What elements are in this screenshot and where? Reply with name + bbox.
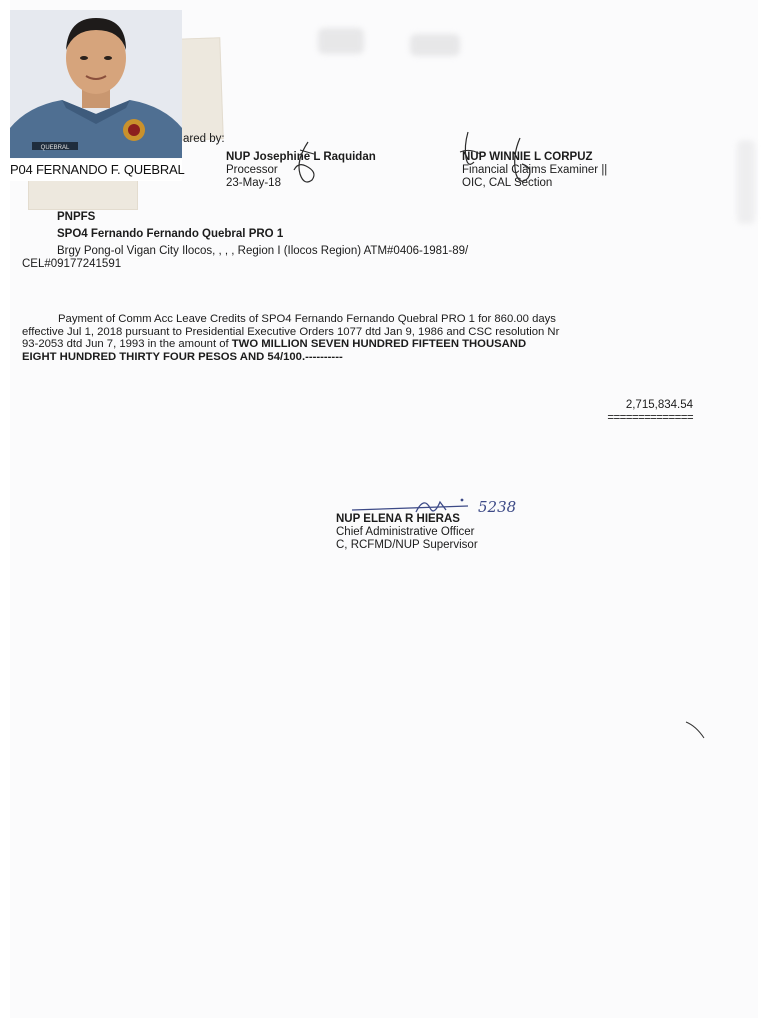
amount-value: 2,715,834.54 <box>625 399 693 411</box>
payee-cel: CEL#09177241591 <box>22 258 122 270</box>
examiner-section: OIC, CAL Section <box>462 177 553 189</box>
examiner-name: NUP WINNIE L CORPUZ <box>462 151 593 163</box>
approver-block <box>336 513 478 552</box>
payment-text: Payment of Comm Acc Leave Credits of SPO4 Fernando Fernando Quebral PRO 1 for 860.00 days effective Jul 1, 2018 pursuant to Presidential Executive Orders 1077 dtd Jan 9, 1986 and CSC resolution Nr 93-2053 dtd Jun 7, 1993 in the amount of <box>22 313 560 351</box>
prepared-by-label: ared by: <box>183 133 225 145</box>
handwritten-date: 5238 <box>478 498 517 516</box>
scan-border <box>758 0 768 1024</box>
scan-smudge <box>318 28 364 54</box>
tape-strip <box>28 180 138 210</box>
id-photo <box>10 10 182 158</box>
approver-name: NUP ELENA R HIERAS <box>336 513 460 525</box>
examiner-signature <box>456 128 546 192</box>
payee-address: Brgy Pong-ol Vigan City Ilocos, , , , Region I (Ilocos Region) ATM#0406-1981-89/ <box>57 245 469 257</box>
payment-amount-words: TWO MILLION SEVEN HUNDRED FIFTEEN THOUSAND EIGHT HUNDRED THIRTY FOUR PESOS AND 54/100.---------- <box>22 338 527 363</box>
photo-caption: P04 FERNANDO F. QUEBRAL <box>10 159 182 181</box>
amount-underline: ============== <box>607 412 693 424</box>
approver-title: Chief Administrative Officer <box>336 526 475 538</box>
payee-name: SPO4 Fernando Fernando Quebral PRO 1 <box>57 228 284 240</box>
processor-signature <box>286 140 326 190</box>
approver-office: C, RCFMD/NUP Supervisor <box>336 539 478 551</box>
name-tag-text: QUEBRAL <box>40 145 70 151</box>
scan-smudge <box>737 140 755 224</box>
scan-smudge <box>410 34 460 56</box>
processor-title: Processor <box>226 164 278 176</box>
amount-block <box>560 399 693 425</box>
stray-mark <box>684 718 708 747</box>
examiner-title: Financial Claims Examiner || <box>462 164 608 176</box>
payment-paragraph <box>22 313 562 363</box>
payee-org: PNPFS <box>57 211 96 223</box>
processor-name: NUP Josephine L Raquidan <box>226 151 376 163</box>
processor-date: 23-May-18 <box>226 177 281 189</box>
